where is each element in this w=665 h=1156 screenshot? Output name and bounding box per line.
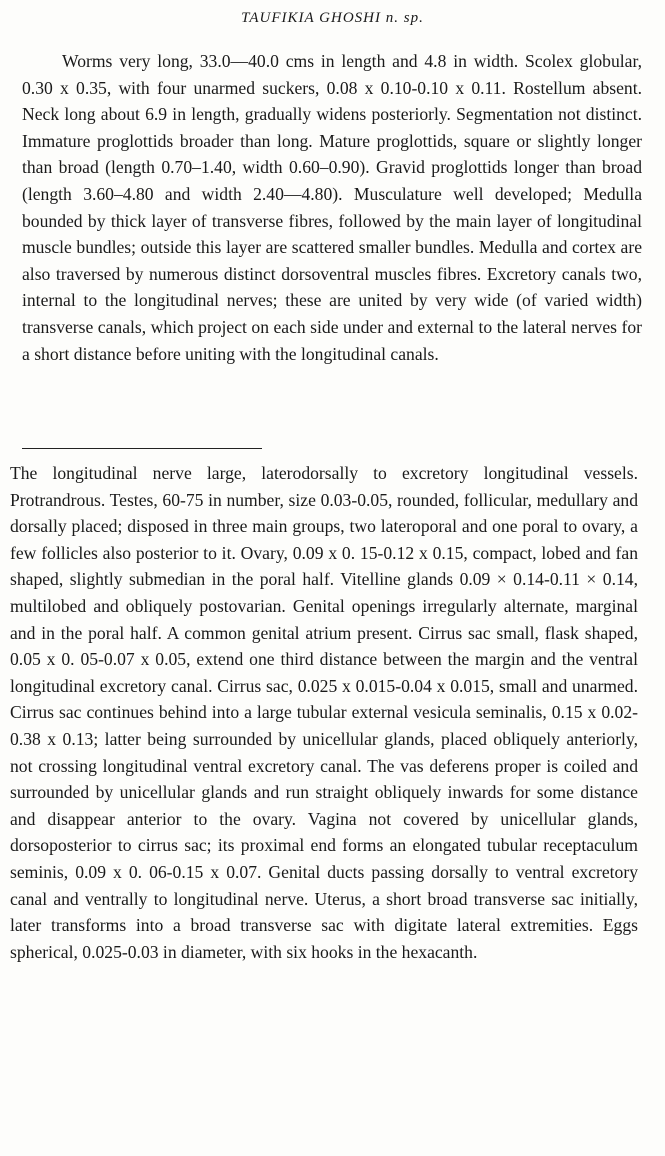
underline-rule: [22, 448, 262, 449]
description-paragraph-1: Worms very long, 33.0—40.0 cms in length and 4.8 in width. Scolex globular, 0.30 x 0.35, with four unarmed suckers, 0.08 x 0.10-0.10 x 0.11. Rostellum absent. Neck long about 6.9 in length, gradually widens posteriorly. Segmentation not distinct. Immature proglottids broader than long. Mature proglottids, square or slightly longer than broad (length 0.70–1.40, width 0.60–0.90). Gravid proglottids longer than broad (length 3.60–4.80 and width 2.40—4.80). Musculature well developed; Medulla bounded by thick layer of transverse fibres, followed by the main layer of longitudinal muscle bundles; outside this layer are scattered smaller bundles. Medulla and cortex are also traversed by numerous distinct dorsoventral muscles fibres. Excretory canals two, internal to the longitudinal nerves; these are united by very wide (of varied width) transverse canals, which project on each side under and external to the lateral nerves for a short distance before uniting with the longitudinal canals.: [22, 51, 642, 364]
description-paragraph-2: The longitudinal nerve large, laterodorsally to excretory longitudinal vessels. Protrandrous. Testes, 60-75 in number, size 0.03-0.05, rounded, follicular, medullary and dorsally placed; disposed in three main groups, two lateroporal and one poral to ovary, a few follicles also posterior to it. Ovary, 0.09 x 0. 15-0.12 x 0.15, compact, lobed and fan shaped, slightly submedian in the poral half. Vitelline glands 0.09 × 0.14-0.11 × 0.14, multilobed and obliquely postovarian. Genital openings irregularly alternate, marginal and in the poral half. A common genital atrium present. Cirrus sac small, flask shaped, 0.05 x 0. 05-0.07 x 0.05, extend one third distance between the margin and the ventral longitudinal excretory canal. Cirrus sac, 0.025 x 0.015-0.04 x 0.015, small and unarmed. Cirrus sac continues behind into a large tubular external vesicula seminalis, 0.15 x 0.02-0.38 x 0.13; latter being surrounded by unicellular glands, placed obliquely anteriorly, not crossing longitudinal ventral excretory canal. The vas deferens proper is coiled and surrounded by unicellular glands and run straight obliquely inwards for some distance and disappear anterior to the ovary. Vagina not covered by unicellular glands, dorsoposterior to cirrus sac; its proximal end forms an elongated tubular receptaculum seminis, 0.09 x 0. 06-0.15 x 0.07. Genital ducts passing dorsally to ventral excretory canal and ventrally to longitudinal nerve. Uterus, a short broad transverse sac initially, later transforms into a broad transverse sac with digitate lateral extremities. Eggs spherical, 0.025-0.03 in diameter, with six hooks in the hexacanth.: [10, 463, 638, 962]
species-title: TAUFIKIA GHOSHI n. sp.: [241, 10, 424, 26]
